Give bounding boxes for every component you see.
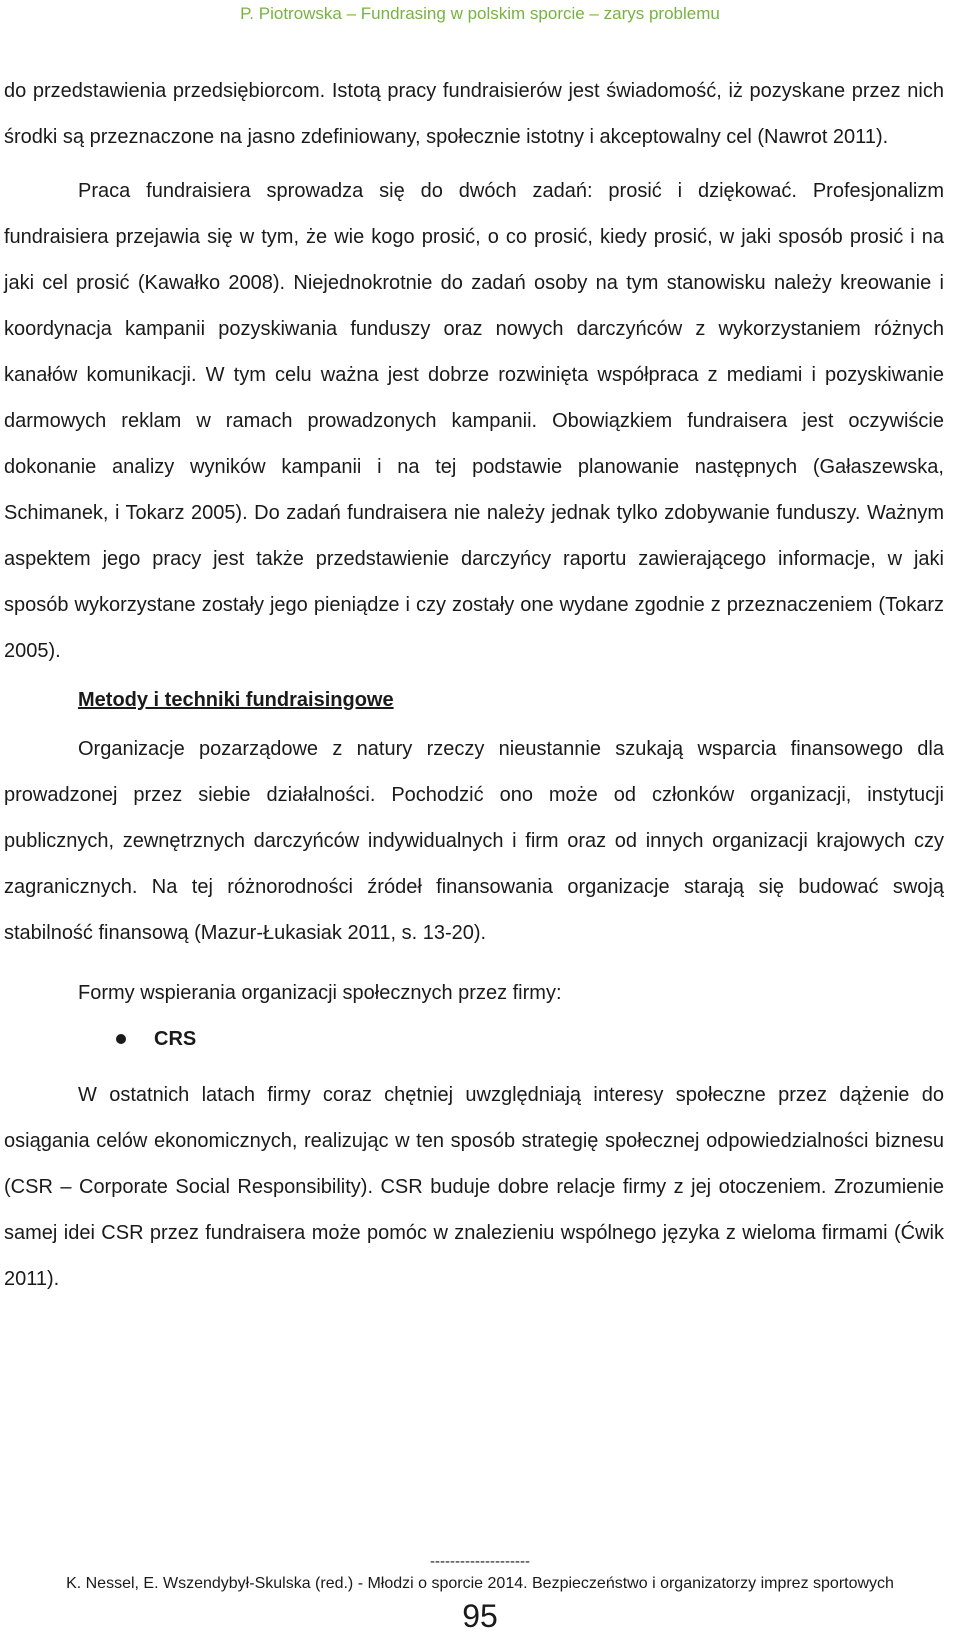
paragraph-csr: W ostatnich latach firmy coraz chętniej uwzględniają interesy społeczne przez dążenie do osiągania celów ekonomicznych, realizując w ten sposób strategię społecznej odpowiedzialności biznesu (CSR – Corporate Social Responsibility). CSR buduje dobre relacje firmy z jej otoczeniem. Zrozumienie samej idei CSR przez fundraisera może pomóc w znalezieniu wspólnego języka z wieloma firmami (Ćwik 2011). — [4, 1084, 944, 1290]
paragraph-support-forms: Formy wspierania organizacji społecznych przez firmy: — [78, 982, 562, 1004]
footer-source: K. Nessel, E. Wszendybył-Skulska (red.) - Młodzi o sporcie 2014. Bezpieczeństwo i organizatorzy imprez sportowych — [66, 1575, 894, 1592]
page-number: 95 — [462, 1598, 498, 1634]
paragraph-continuation: do przedstawienia przedsiębiorcom. Istotą pracy fundraisierów jest świadomość, iż pozyskane przez nich środki są przeznaczone na jasno zdefiniowany, społecznie istotny i akceptowalny cel (Nawrot 2011). — [4, 80, 944, 148]
paragraph-fundraiser-tasks: Praca fundraisiera sprowadza się do dwóch zadań: prosić i dziękować. Profesjonalizm fundraisiera przejawia się w tym, że wie kogo prosić, o co prosić, kiedy prosić, w jaki sposób prosić i na jaki cel prosić (Kawałko 2008). Niejednokrotnie do zadań osoby na tym stanowisku należy kreowanie i koordynacja kampanii pozyskiwania funduszy oraz nowych darczyńców z wykorzystaniem różnych kanałów komunikacji. W tym celu ważna jest dobrze rozwinięta współpraca z mediami i pozyskiwanie darmowych reklam w ramach prowadzonych kampanii. Obowiązkiem fundraisera jest oczywiście dokonanie analizy wyników kampanii i na tej podstawie planowanie następnych (Gałaszewska, Schimanek, i Tokarz 2005). Do zadań fundraisera nie należy jednak tylko zdobywanie funduszy. Ważnym aspektem jego pracy jest także przedstawienie darczyńcy raportu zawierającego informacje, w jaki sposób wykorzystane zostały jego pieniądze i czy zostały one wydane zgodnie z przeznaczeniem (Tokarz 2005). — [4, 180, 944, 662]
section-heading: Metody i techniki fundraisingowe — [78, 689, 394, 711]
bullet-item — [4, 1016, 944, 1062]
bullet-label: CRS — [154, 1028, 197, 1050]
page-body — [4, 68, 944, 1302]
paragraph-ngo-funding: Organizacje pozarządowe z natury rzeczy nieustannie szukają wsparcia finansowego dla prowadzonej przez siebie działalności. Pochodzić ono może od członków organizacji, instytucji publicznych, zewnętrznych darczyńców indywidualnych i firm oraz od innych organizacji krajowych czy zagranicznych. Na tej różnorodności źródeł finansowania organizacje starają się budować swoją stabilność finansową (Mazur-Łukasiak 2011, s. 13-20). — [4, 738, 944, 944]
footer-rule: -------------------- — [430, 1553, 530, 1570]
bullet-icon — [116, 1034, 126, 1044]
running-header: P. Piotrowska – Fundrasing w polskim sporcie – zarys problemu — [240, 4, 720, 23]
